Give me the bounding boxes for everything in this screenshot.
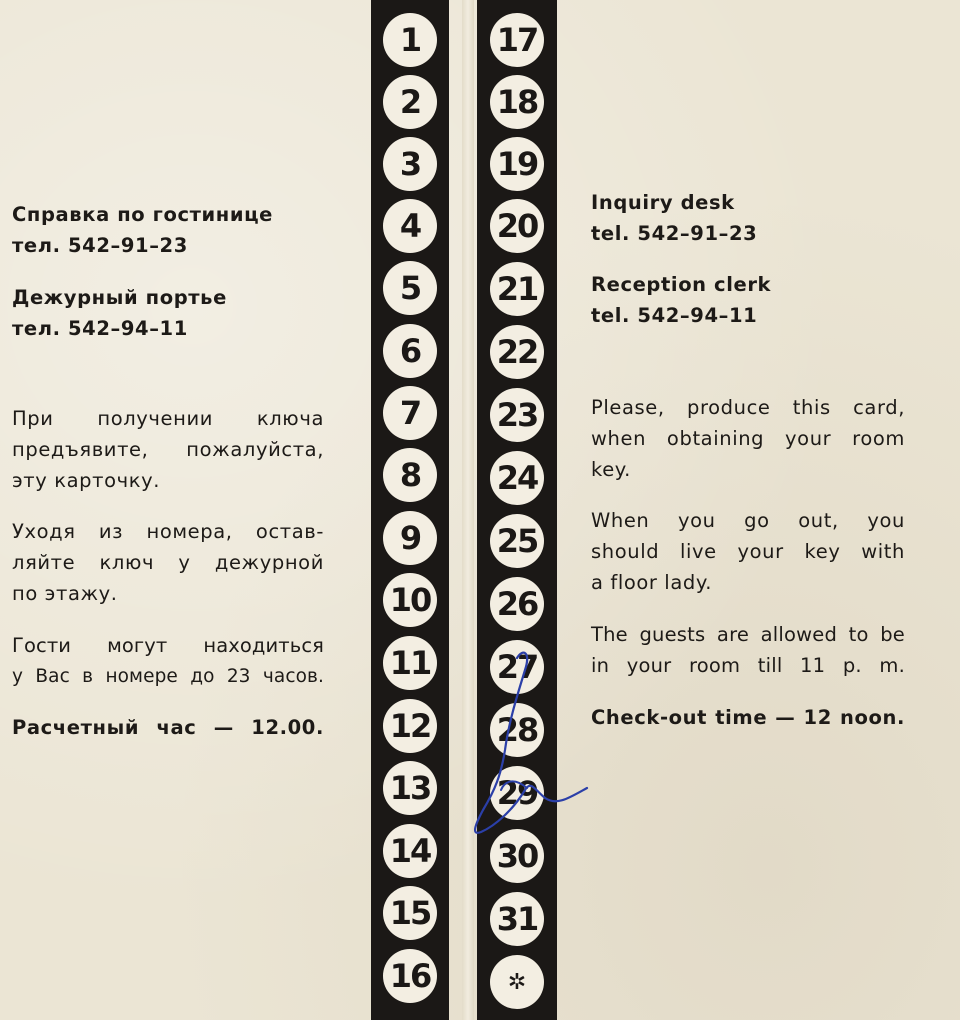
room-number: 29 bbox=[490, 766, 544, 820]
room-number: 27 bbox=[490, 640, 544, 694]
ru-inquiry-tel: тел. 542–91–23 bbox=[12, 234, 188, 257]
room-number: 2 bbox=[383, 75, 437, 129]
ru-leave-note-line: Уходя из номера, остав- bbox=[12, 520, 324, 543]
ru-leave-note-line: ляйте ключ у дежурной bbox=[12, 551, 324, 574]
en-key-note bbox=[591, 392, 905, 485]
ru-key-note-line: предъявите, пожалуйста, bbox=[12, 438, 324, 461]
ru-inquiry-title: Справка по гостинице bbox=[12, 203, 274, 226]
room-number: 25 bbox=[490, 514, 544, 568]
ru-reception-block bbox=[12, 282, 312, 344]
en-guests-note-line: The guests are allowed to be bbox=[591, 623, 905, 646]
room-number: 21 bbox=[490, 262, 544, 316]
room-number: 1 bbox=[383, 13, 437, 67]
en-inquiry-tel: tel. 542–91–23 bbox=[591, 222, 758, 245]
en-key-note-line: Please, produce this card, bbox=[591, 396, 905, 419]
room-number: 15 bbox=[383, 886, 437, 940]
en-checkout-text: Check-out time — 12 noon. bbox=[591, 706, 905, 729]
ru-guests-note-line: у Вас в номере до 23 часов. bbox=[12, 666, 324, 687]
ru-checkout-text: Расчетный час — 12.00. bbox=[12, 716, 324, 739]
pen-stroke bbox=[501, 781, 527, 790]
ru-leave-note bbox=[12, 516, 324, 609]
ru-guests-note bbox=[12, 630, 324, 692]
card-fold bbox=[462, 0, 474, 1020]
room-number-strip-right bbox=[477, 0, 557, 1020]
en-key-note-line: key. bbox=[591, 458, 631, 481]
ru-reception-tel: тел. 542–94–11 bbox=[12, 317, 188, 340]
ru-key-note bbox=[12, 403, 324, 496]
room-number: 17 bbox=[490, 13, 544, 67]
room-number: 3 bbox=[383, 137, 437, 191]
room-number: 13 bbox=[383, 761, 437, 815]
ru-key-note-line: При получении ключа bbox=[12, 407, 324, 430]
ru-leave-note-line: по этажу. bbox=[12, 582, 118, 605]
room-number: 14 bbox=[383, 824, 437, 878]
room-number: 6 bbox=[383, 324, 437, 378]
room-number: 20 bbox=[490, 199, 544, 253]
room-number: 30 bbox=[490, 829, 544, 883]
en-reception-title: Reception clerk bbox=[591, 273, 772, 296]
en-inquiry-title: Inquiry desk bbox=[591, 191, 735, 214]
ru-reception-title: Дежурный портье bbox=[12, 286, 227, 309]
ru-guests-note-line: Гости могут находиться bbox=[12, 634, 324, 657]
en-reception-block bbox=[591, 269, 911, 331]
room-number: 5 bbox=[383, 261, 437, 315]
en-leave-note-line: When you go out, you bbox=[591, 509, 905, 532]
room-number: 10 bbox=[383, 573, 437, 627]
room-number: 12 bbox=[383, 699, 437, 753]
room-number: 18 bbox=[490, 75, 544, 129]
en-leave-note-line: a floor lady. bbox=[591, 571, 713, 594]
room-number: 23 bbox=[490, 388, 544, 442]
en-reception-tel: tel. 542–94–11 bbox=[591, 304, 758, 327]
en-leave-note-line: should live your key with bbox=[591, 540, 905, 563]
ru-inquiry-block bbox=[12, 199, 312, 261]
room-number: 8 bbox=[383, 448, 437, 502]
pen-mark-signature bbox=[465, 640, 605, 840]
room-number-strip-left bbox=[371, 0, 449, 1020]
room-number: 11 bbox=[383, 636, 437, 690]
room-number: 9 bbox=[383, 511, 437, 565]
ru-checkout bbox=[12, 712, 324, 743]
pen-stroke bbox=[475, 653, 587, 833]
room-number: 16 bbox=[383, 949, 437, 1003]
ru-key-note-line: эту карточку. bbox=[12, 469, 161, 492]
en-inquiry-block bbox=[591, 187, 911, 249]
room-number: 28 bbox=[490, 703, 544, 757]
room-number: 24 bbox=[490, 451, 544, 505]
room-number: 31 bbox=[490, 892, 544, 946]
room-number: 22 bbox=[490, 325, 544, 379]
en-leave-note bbox=[591, 505, 905, 598]
en-key-note-line: when obtaining your room bbox=[591, 427, 905, 450]
room-number: 4 bbox=[383, 199, 437, 253]
room-number: 7 bbox=[383, 386, 437, 440]
snowflake-icon: ✲ bbox=[490, 955, 544, 1009]
en-guests-note bbox=[591, 619, 905, 681]
room-number: 19 bbox=[490, 137, 544, 191]
en-guests-note-line: in your room till 11 p. m. bbox=[591, 654, 905, 677]
room-number: 26 bbox=[490, 577, 544, 631]
en-checkout bbox=[591, 702, 905, 733]
